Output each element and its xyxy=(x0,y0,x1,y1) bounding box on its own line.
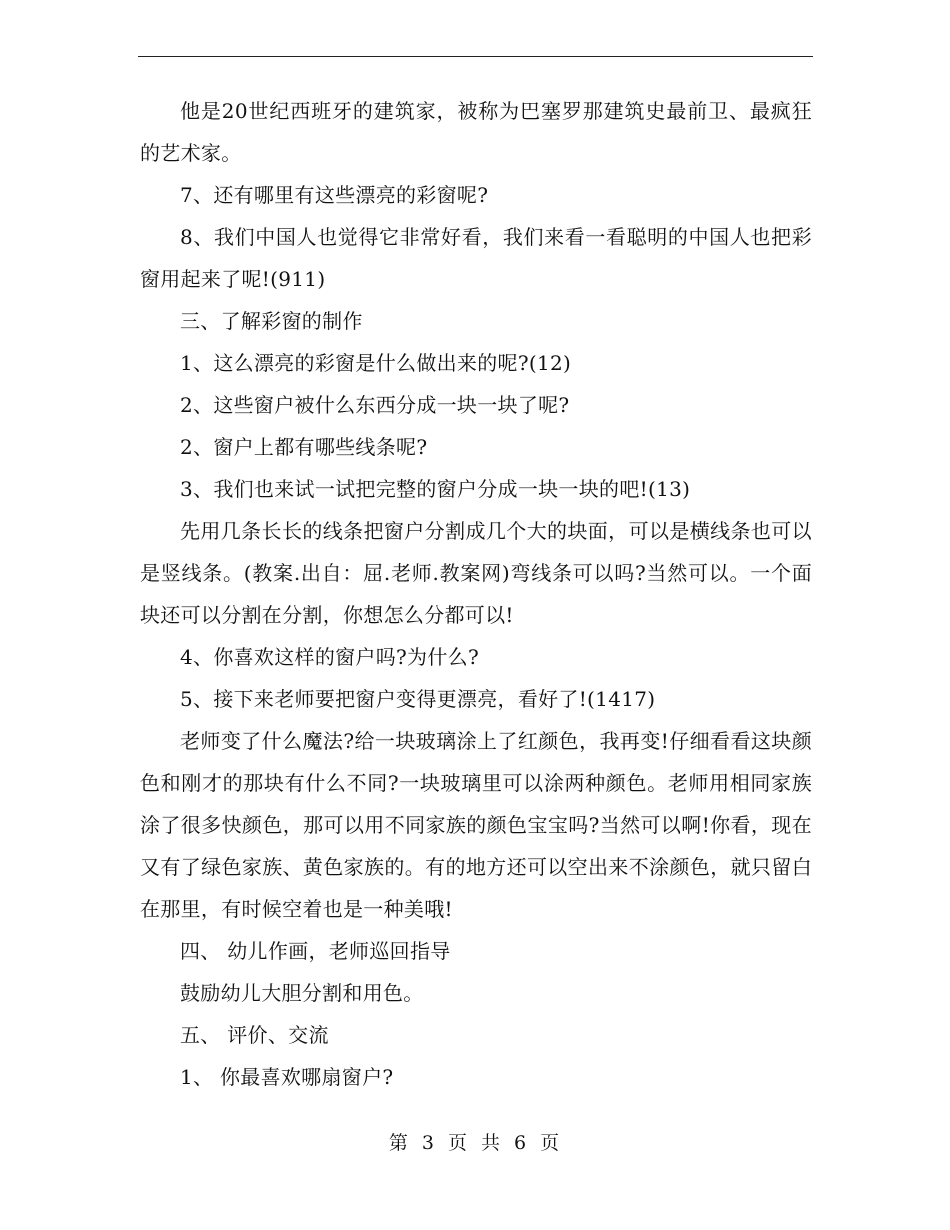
paragraph-item-2a: 2、这些窗户被什么东西分成一块一块了呢? xyxy=(180,393,570,417)
section-heading-3: 三、了解彩窗的制作 xyxy=(180,309,363,333)
paragraph-item-1: 1、这么漂亮的彩窗是什么做出来的呢?(12) xyxy=(180,351,572,375)
paragraph-encourage: 鼓励幼儿大胆分割和用色。 xyxy=(180,981,424,1005)
section-heading-4: 四、 幼儿作画，老师巡回指导 xyxy=(180,939,451,963)
paragraph-dividing-lines: 先用几条长长的线条把窗户分割成几个大的块面，可以是横线条也可以是竖线条。(教案.出自：屈.老师.教案网)弯线条可以吗?当然可以。一个面块还可以分割在分割，你想怎么分都可以! xyxy=(140,519,812,627)
paragraph-item-2b: 2、窗户上都有哪些线条呢? xyxy=(180,435,428,459)
document-body xyxy=(140,90,812,1098)
paragraph-item-3: 3、我们也来试一试把完整的窗户分成一块一块的吧!(13) xyxy=(180,477,691,501)
header-rule xyxy=(138,56,813,57)
paragraph-question-7: 7、还有哪里有这些漂亮的彩窗呢? xyxy=(180,183,489,207)
paragraph-gaudi-intro: 他是20世纪西班牙的建筑家，被称为巴塞罗那建筑史最前卫、最疯狂的艺术家。 xyxy=(140,99,812,165)
paragraph-coloring-magic: 老师变了什么魔法?给一块玻璃涂上了红颜色，我再变!仔细看看这块颜色和刚才的那块有什么不同?一块玻璃里可以涂两种颜色。老师用相同家族涂了很多快颜色，那可以用不同家族的颜色宝宝吗?当然可以啊!你看，现在又有了绿色家族、黄色家族的。有的地方还可以空出来不涂颜色，就只留白在那里，有时候空着也是一种美哦! xyxy=(140,729,812,921)
section-heading-5: 五、 评价、交流 xyxy=(180,1023,329,1047)
paragraph-item-4: 4、你喜欢这样的窗户吗?为什么? xyxy=(180,645,479,669)
page-number-footer: 第 3 页 共 6 页 xyxy=(388,1132,562,1154)
paragraph-favorite-window: 1、 你最喜欢哪扇窗户? xyxy=(180,1065,394,1089)
paragraph-question-8: 8、我们中国人也觉得它非常好看，我们来看一看聪明的中国人也把彩窗用起来了呢!(911) xyxy=(140,225,812,291)
paragraph-item-5: 5、接下来老师要把窗户变得更漂亮，看好了!(1417) xyxy=(180,687,656,711)
